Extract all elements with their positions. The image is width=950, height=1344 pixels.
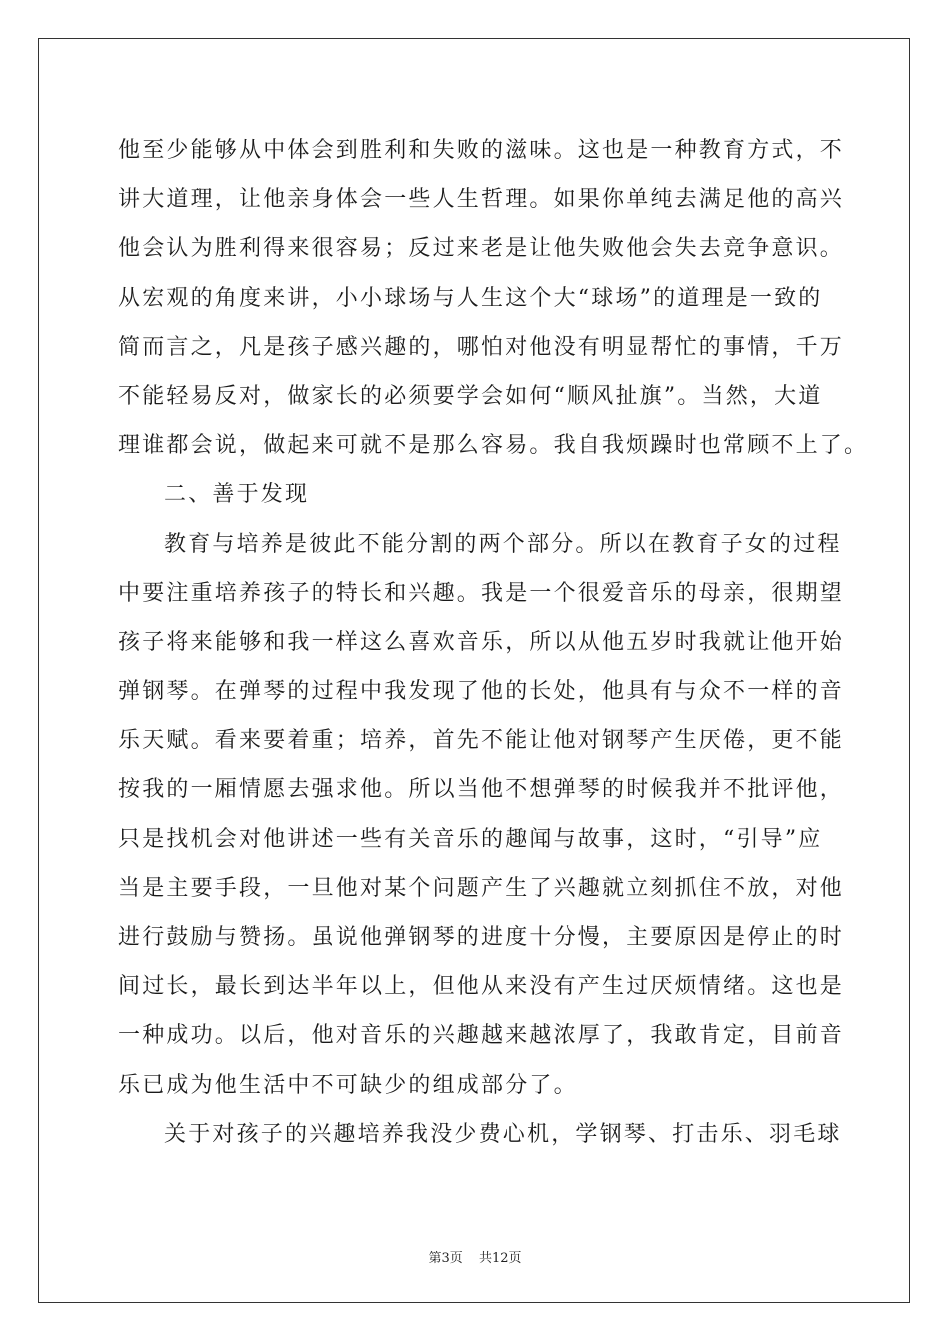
paragraph-line: 只是找机会对他讲述一些有关音乐的趣闻与故事，这时，“引导”应	[118, 826, 823, 852]
section-heading: 二、善于发现	[164, 482, 310, 508]
paragraph-line: 从宏观的角度来讲，小小球场与人生这个大“球场”的道理是一致的	[118, 285, 823, 311]
page-number: 第3页	[428, 1251, 463, 1266]
paragraph-line: 按我的一厢情愿去强求他。所以当他不想弹琴的时候我并不批评他，	[118, 777, 845, 803]
paragraph-line: 乐已成为他生活中不可缺少的组成部分了。	[118, 1072, 578, 1098]
paragraph-line: 孩子将来能够和我一样这么喜欢音乐，所以从他五岁时我就让他开始	[118, 629, 845, 655]
paragraph-line: 弹钢琴。在弹琴的过程中我发现了他的长处，他具有与众不一样的音	[118, 679, 845, 705]
page-total: 共12页	[478, 1251, 522, 1266]
paragraph-line: 他会认为胜利得来很容易；反过来老是让他失败他会失去竞争意识。	[118, 236, 845, 262]
paragraph-line: 关于对孩子的兴趣培养我没少费心机，学钢琴、打击乐、羽毛球	[164, 1121, 842, 1147]
paragraph-line: 理谁都会说，做起来可就不是那么容易。我自我烦躁时也常顾不上了。	[118, 433, 869, 459]
paragraph-line: 讲大道理，让他亲身体会一些人生哲理。如果你单纯去满足他的高兴	[118, 187, 845, 213]
paragraph-line: 不能轻易反对，做家长的必须要学会如何“顺风扯旗”。当然，大道	[118, 383, 823, 409]
paragraph-line: 当是主要手段，一旦他对某个问题产生了兴趣就立刻抓住不放，对他	[118, 875, 845, 901]
paragraph-line: 进行鼓励与赞扬。虽说他弹钢琴的进度十分慢，主要原因是停止的时	[118, 925, 845, 950]
paragraph-line: 他至少能够从中体会到胜利和失败的滋味。这也是一种教育方式，不	[118, 138, 845, 163]
paragraph-line: 间过长，最长到达半年以上，但他从来没有产生过厌烦情绪。这也是	[118, 974, 845, 1000]
document-body	[118, 126, 869, 1159]
page-footer	[0, 1247, 950, 1266]
paragraph-line: 教育与培养是彼此不能分割的两个部分。所以在教育子女的过程	[164, 531, 842, 557]
paragraph-line: 一种成功。以后，他对音乐的兴趣越来越浓厚了，我敢肯定，目前音	[118, 1023, 845, 1049]
paragraph-line: 中要注重培养孩子的特长和兴趣。我是一个很爱音乐的母亲，很期望	[118, 580, 845, 606]
paragraph-line: 简而言之，凡是孩子感兴趣的，哪怕对他没有明显帮忙的事情，千万	[118, 334, 845, 360]
paragraph-line: 乐天赋。看来要着重；培养，首先不能让他对钢琴产生厌倦，更不能	[118, 728, 845, 754]
